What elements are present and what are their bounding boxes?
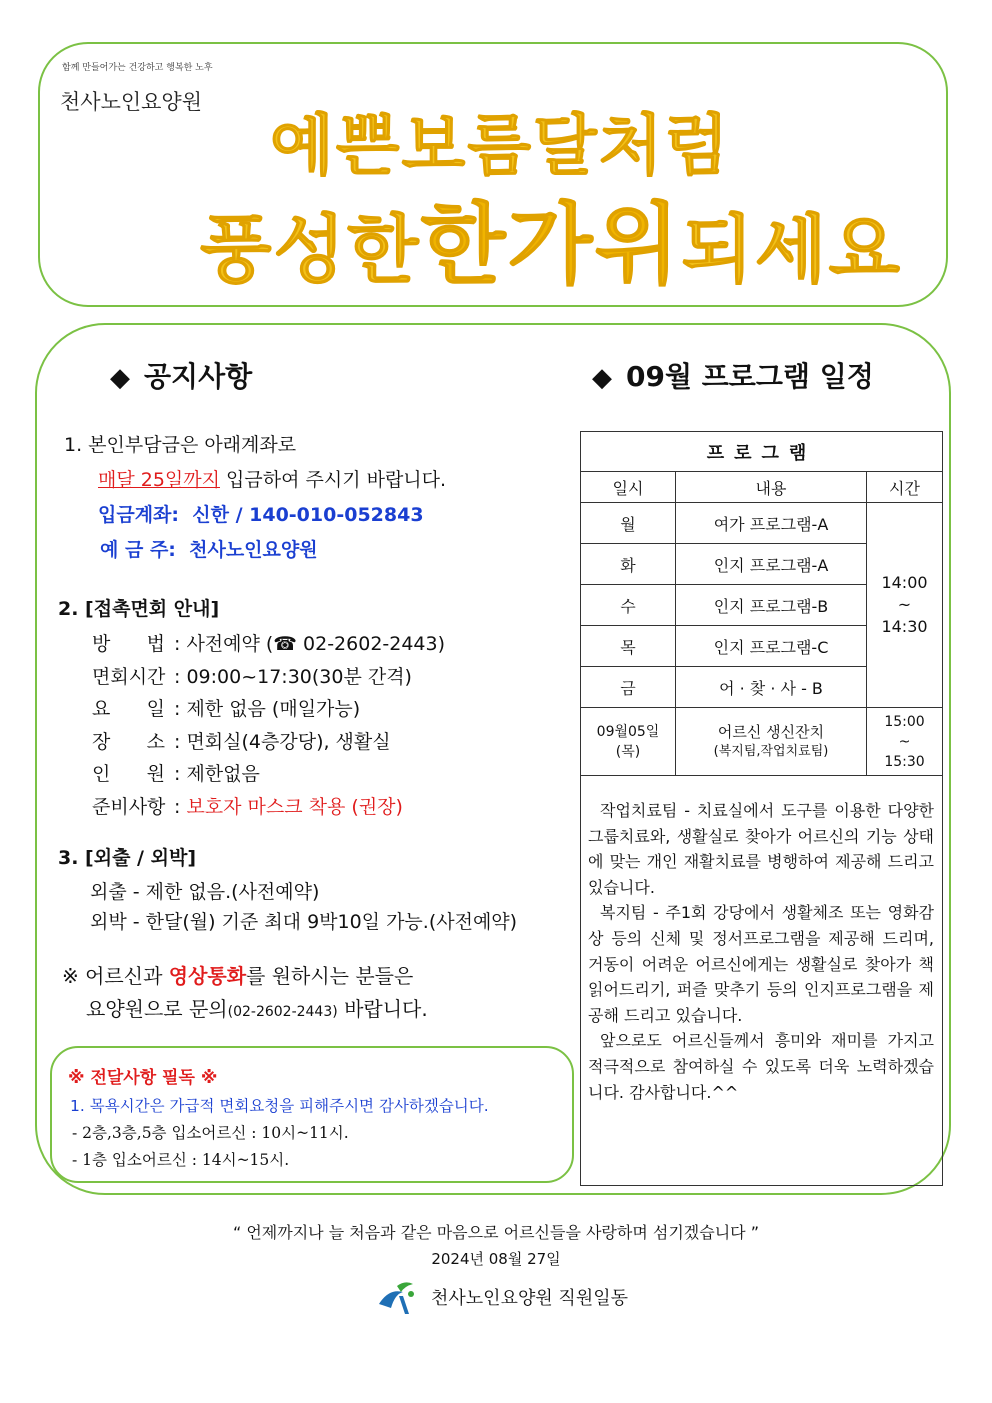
desc-paragraph: 앞으로도 어르신들께서 흥미와 재미를 가지고 적극적으로 참여하실 수 있도록 더욱 노력하겠습니다. 감사합니다.^^ [588, 1031, 934, 1102]
overnight-line: 외박 - 한달(월) 기준 최대 9박10일 가능.(사전예약) [90, 911, 518, 933]
visit-row: 방 법 : 사전예약 (☎ 02-2602-2443) [92, 633, 446, 655]
col-day: 일시 [581, 472, 676, 503]
day-cell: 목 [581, 626, 676, 667]
time-cell: 14:00 ~ 14:30 [867, 503, 943, 708]
day-cell: 수 [581, 585, 676, 626]
account-line: 입금계좌: 신한 / 140-010-052843 [98, 504, 424, 526]
day-cell: 화 [581, 544, 676, 585]
item2-title: 2. [접촉면회 안내] [58, 598, 220, 620]
notice-box-title: ※ 전달사항 필독 ※ [68, 1068, 218, 1088]
headline-line-2 [200, 175, 902, 301]
notice-box-line1: 1. 목욕시간은 가급적 면회요청을 피해주시면 감사하겠습니다. [70, 1097, 489, 1115]
visit-row: 인 원 : 제한없음 [92, 763, 260, 785]
diamond-icon: ◆ [592, 363, 612, 393]
headline-line-1: 예쁜보름달처럼 [270, 107, 731, 184]
footer-quote: “ 언제까지나 늘 처음과 같은 마음으로 어르신들을 사랑하며 섬기겠습니다 ” [232, 1223, 760, 1242]
program-description [588, 798, 934, 1105]
content-cell: 여가 프로그램-A [676, 503, 867, 544]
item1-line1: 1. 본인부담금은 아래계좌로 [64, 434, 297, 456]
headline-2a: 풍성한 [200, 207, 421, 293]
program-table-head: 프로그램 [581, 432, 943, 472]
visit-info-list [92, 628, 445, 823]
org-name: 천사노인요양원 [60, 90, 203, 114]
headline-2b: 한가위 [420, 193, 682, 296]
desc-paragraph: 작업치료팀 - 치료실에서 도구를 이용한 다양한 그룹치료와, 생활실로 찾아가 어르신의 기능 상태에 맞는 개인 재활치료를 병행하여 제공해 드리고 있습니다. [588, 801, 934, 897]
video-call-line2: 요양원으로 문의(02-2602-2443) 바랍니다. [86, 997, 428, 1021]
item1-line2: 매달 25일까지 입금하여 주시기 바랍니다. [98, 469, 447, 491]
notice-title: ◆ 공지사항 [110, 360, 253, 393]
day-cell: 월 [581, 503, 676, 544]
outing-line: 외출 - 제한 없음.(사전예약) [90, 881, 320, 903]
slogan: 함께 만들어가는 건강하고 행복한 노후 [62, 63, 213, 73]
content-cell: 인지 프로그램-C [676, 626, 867, 667]
notice-box-line3: - 1층 입소어르신 : 14시~15시. [72, 1151, 290, 1169]
headline-2c: 되세요 [681, 207, 902, 293]
special-content-cell: 어르신 생신잔치 (복지팀,작업치료팀) [676, 708, 867, 776]
program-table [580, 431, 943, 776]
content-cell: 인지 프로그램-B [676, 585, 867, 626]
org-logo-icon [375, 1278, 419, 1316]
visit-row: 장 소 : 면회실(4층강당), 생활실 [92, 730, 391, 753]
visit-row: 요 일 : 제한 없음 (매일가능) [92, 698, 361, 720]
content-cell: 어 · 찾 · 사 - B [676, 667, 867, 708]
special-time-cell: 15:00 ~ 15:30 [867, 708, 943, 776]
signature-text: 천사노인요양원 직원일동 [431, 1288, 628, 1309]
special-day-cell: 09월05일 (목) [581, 708, 676, 776]
visit-row-prep: 준비사항 : 보호자 마스크 착용 (권장) [92, 795, 403, 818]
footer-signature-block [375, 1278, 628, 1316]
video-call-line1: ※ 어르신과 영상통화를 원하시는 분들은 [62, 964, 414, 988]
diamond-icon: ◆ [110, 363, 130, 393]
program-title: ◆ 09월 프로그램 일정 [592, 360, 874, 393]
item3-title: 3. [외출 / 외박] [58, 847, 197, 869]
notice-box-line2: - 2층,3층,5층 입소어르신 : 10시~11시. [72, 1124, 349, 1142]
day-cell: 금 [581, 667, 676, 708]
content-cell: 인지 프로그램-A [676, 544, 867, 585]
col-time: 시간 [867, 472, 943, 503]
col-content: 내용 [676, 472, 867, 503]
footer-date: 2024년 08월 27일 [431, 1250, 561, 1268]
desc-paragraph: 복지팀 - 주1회 강당에서 생활체조 또는 영화감상 등의 신체 및 정서프로그램을 제공해 드리며, 거동이 어려운 어르신에게는 생활실로 찾아가 책 읽어드리기, 퍼즐 맞추기 등의 인지프로그램을 제공해 드리고 있습니다. [588, 903, 934, 1025]
holder-line: 예 금 주: 천사노인요양원 [100, 539, 318, 561]
visit-row: 면회시간 : 09:00~17:30(30분 간격) [92, 665, 412, 688]
